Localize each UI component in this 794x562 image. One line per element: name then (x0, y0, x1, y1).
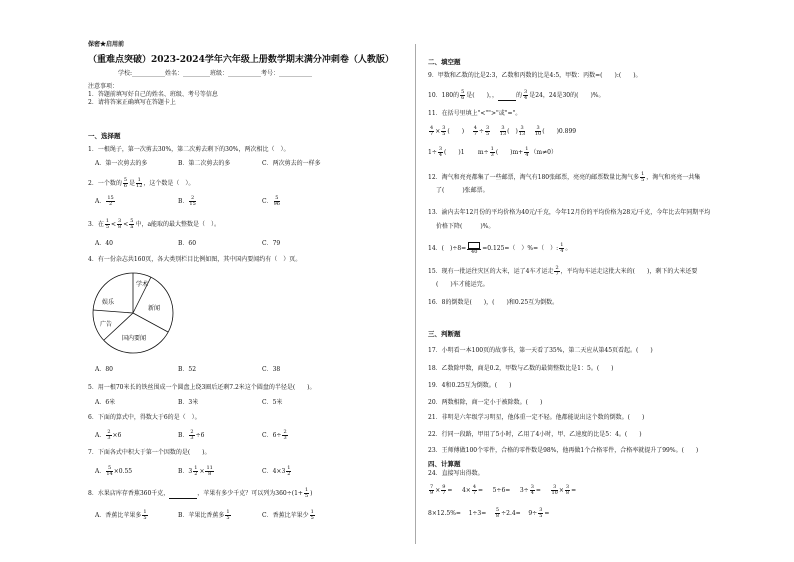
question-12: 12．淘气和亮亮都集了一些邮票，淘气有180张邮票，亮亮的邮票数量比淘气多 $\frac{1}{5}$ ，淘气和亮亮一共集 (428, 171, 701, 183)
q8-option-b: B．苹果比香蕉多 $\frac{1}{5}$ (178, 509, 230, 521)
student-info-line: 学校:___________姓名：_________班级：___________考号：___________ (118, 70, 313, 77)
pie-label-ads: 广告 (100, 321, 113, 328)
q1-option-a: A．第一次剪去的多 (95, 160, 148, 167)
q4-option-a: A．80 (95, 366, 113, 373)
section-choice-title: 一、选择题 (88, 132, 121, 140)
secret-label: 保密★启用前 (88, 41, 125, 48)
question-22: 22．行同一段路，甲用了5小时，乙用了4小时，甲、乙速度的比是5：4。( ) (428, 431, 642, 438)
q2-option-b: B． $\frac{2}{15}$ (178, 195, 196, 207)
q8-option-c: C．香蕉比苹果少 $\frac{1}{5}$ (262, 509, 314, 521)
q11-row-2: 1÷ $\frac{3}{4}$ ( )1 m÷ $\frac{1}{3}$ ( )m+ $\frac{1}{4}$ （m≠0） (428, 146, 557, 158)
pie-label-entertainment: 娱乐 (102, 299, 115, 306)
q8-option-a: A．香蕉比苹果多 $\frac{1}{5}$ (95, 509, 147, 521)
question-1: 1．一根绳子，第一次剪去30%，第二次剪去剩下的30%，两次相比（ ）。 (88, 146, 290, 153)
column-divider (415, 44, 416, 544)
question-8: 8．水果店库存香蕉360千克， ，苹果有多少千克？可以列为360÷(1+ $\frac{1}{5}$ ) (88, 487, 313, 499)
notes-line-1: 1．答题前填写好自己的姓名、班级、考号等信息 (88, 91, 218, 98)
question-2: 2．一个数的 $\frac{5}{6}$ 是 $\frac{1}{12}$ ，这个数是（ ）。 (88, 177, 195, 189)
pie-label-news: 新闻 (148, 305, 161, 312)
q5-option-c: C．5米 (262, 399, 283, 406)
question-19: 19．4和0.25互为倒数。( ) (428, 382, 512, 389)
q1-option-b: B．第二次剪去的多 (178, 160, 231, 167)
question-23: 23．王师傅做100个零件，合格的零件数是98%，他再做1个合格零件，合格率就提升了99%。( ) (428, 447, 699, 454)
question-11: 11．在括号里填上"<"">"或"="。 (428, 110, 522, 117)
section-judge-title: 三、判断题 (428, 330, 461, 338)
q7-option-b: B．3 $\frac{1}{2}$ × $\frac{11}{8}$ (178, 465, 213, 477)
notes-title: 注意事项： (88, 83, 119, 90)
calc-row-2: 8×12.5%= 1÷3= $\frac{5}{8}$ ÷2.4= 9÷ $\frac{3}{5}$ = (428, 507, 550, 519)
question-3: 3．在 $\frac{1}{5}$ < $\frac{3}{8}$ < $\frac{5}{a}$ 中，a能取的最大整数是（ ）。 (88, 218, 221, 230)
q3-option-a: A．40 (95, 240, 113, 247)
section-calc-title: 四、计算题 (428, 460, 461, 468)
q6-option-b: B． $\frac{2}{3}$ ÷6 (178, 429, 205, 441)
q4-option-c: C．38 (262, 366, 281, 373)
question-15: 15．现有一批运往灾区的大米，运了4车才运走 $\frac{2}{7}$ ，平均每车运走这批大米的( )，剩下的大米还要 (428, 265, 698, 277)
question-14: 14．( )÷8= 40 =0.125=（ ）%=（ ）: $\frac{1}{4}$ 。 (428, 242, 572, 255)
q6-option-a: A． $\frac{2}{3}$ ×6 (95, 429, 122, 441)
q5-option-b: B．3米 (178, 399, 199, 406)
question-17: 17．小明看一本100页的故事书，第一天看了35%，第二天应从第45页看起。( ) (428, 347, 653, 354)
section-fill-title: 二、填空题 (428, 58, 461, 66)
q2-option-a: A． $\frac{15}{2}$ (95, 195, 114, 207)
question-10: 10．180的 $\frac{5}{6}$ 是( )，， 的 $\frac{3}{4}$ 是24，24是30的( )%。 (428, 89, 605, 101)
question-15-cont: ( )车才能运完。 (436, 281, 489, 288)
question-12-cont: 了( )张邮票。 (436, 187, 489, 194)
notes-line-2: 2．请将答案正确填写在答题卡上 (88, 99, 176, 106)
q6-option-c: C．6÷ $\frac{2}{3}$ (262, 429, 287, 441)
q7-option-a: A． $\frac{5}{14}$ ×0.55 (95, 465, 133, 477)
question-13-cont: 价格下降( )%。 (436, 223, 495, 230)
question-20: 20．两数相除，商一定小于被除数。( ) (428, 399, 543, 406)
question-5: 5．用一根70米长的铁丝围成一个圆盘上绕3圈后还剩7.2米这个圆盘的半径是( )。 (88, 384, 316, 391)
question-16: 16．8的倒数是( )，( )和0.25互为倒数。 (428, 299, 559, 306)
q3-option-c: C．79 (262, 240, 281, 247)
question-24: 24．直接写出得数。 (428, 470, 484, 477)
q2-option-c: C． $\frac{5}{96}$ (262, 195, 280, 207)
question-21: 21．非明是六年级学习明星，他体重一定不轻。他都能说出这个数的倒数。( ) (428, 414, 645, 421)
question-18: 18．乙数除甲数，商是0.2，甲数与乙数的最简整数比是1：5。( ) (428, 365, 614, 372)
question-9: 9．甲数和乙数的比是2:3，乙数和丙数的比是4:5，甲数：丙数=( ):( )。 (428, 72, 642, 79)
category-pie-chart (88, 268, 178, 358)
q1-option-c: C．两次剪去的一样多 (262, 160, 321, 167)
calc-row-1: $\frac{7}{9}$ × $\frac{9}{7}$ = 4× $\frac{4}{7}$ = 5÷6= 3÷ $\frac{3}{4}$ = $\frac{3}{10}$ × $\frac{3}{8}$ = (430, 484, 577, 496)
q3-option-b: B．60 (178, 240, 197, 247)
question-13: 13．渝内去年12月份的平均价格为40元/千克，今年12月份的平均价格为28元/千克，今年比去年同期平均 (428, 209, 711, 216)
pie-label-domestic-news: 国内要闻 (122, 335, 147, 342)
q11-row-1: $\frac{4}{7}$ × $\frac{3}{5}$ ( ) $\frac{4}{7}$ ÷ $\frac{3}{5}$ $\frac{3}{13}$ ( ) $\frac{3}{13}$ $\frac{3}{10}$ ( )0.899 (430, 125, 577, 137)
question-6: 6．下面的算式中，得数大于6的是（ ）。 (88, 414, 201, 421)
page-title: （重难点突破）2023-2024学年六年级上册数学期末满分冲刺卷（人教版） (88, 55, 394, 65)
q7-option-c: C．4×3 $\frac{1}{2}$ (262, 465, 291, 477)
question-7: 7．下面各式中积大于第一个因数的是( )。 (88, 449, 211, 456)
q5-option-a: A．6米 (95, 399, 116, 406)
pie-label-academic: 学术 (136, 281, 149, 288)
q4-option-b: B．52 (178, 366, 197, 373)
question-4: 4．有一份杂志共160页，各大类别栏目比例如图，其中国内要闻约有（ ）页。 (88, 256, 302, 263)
